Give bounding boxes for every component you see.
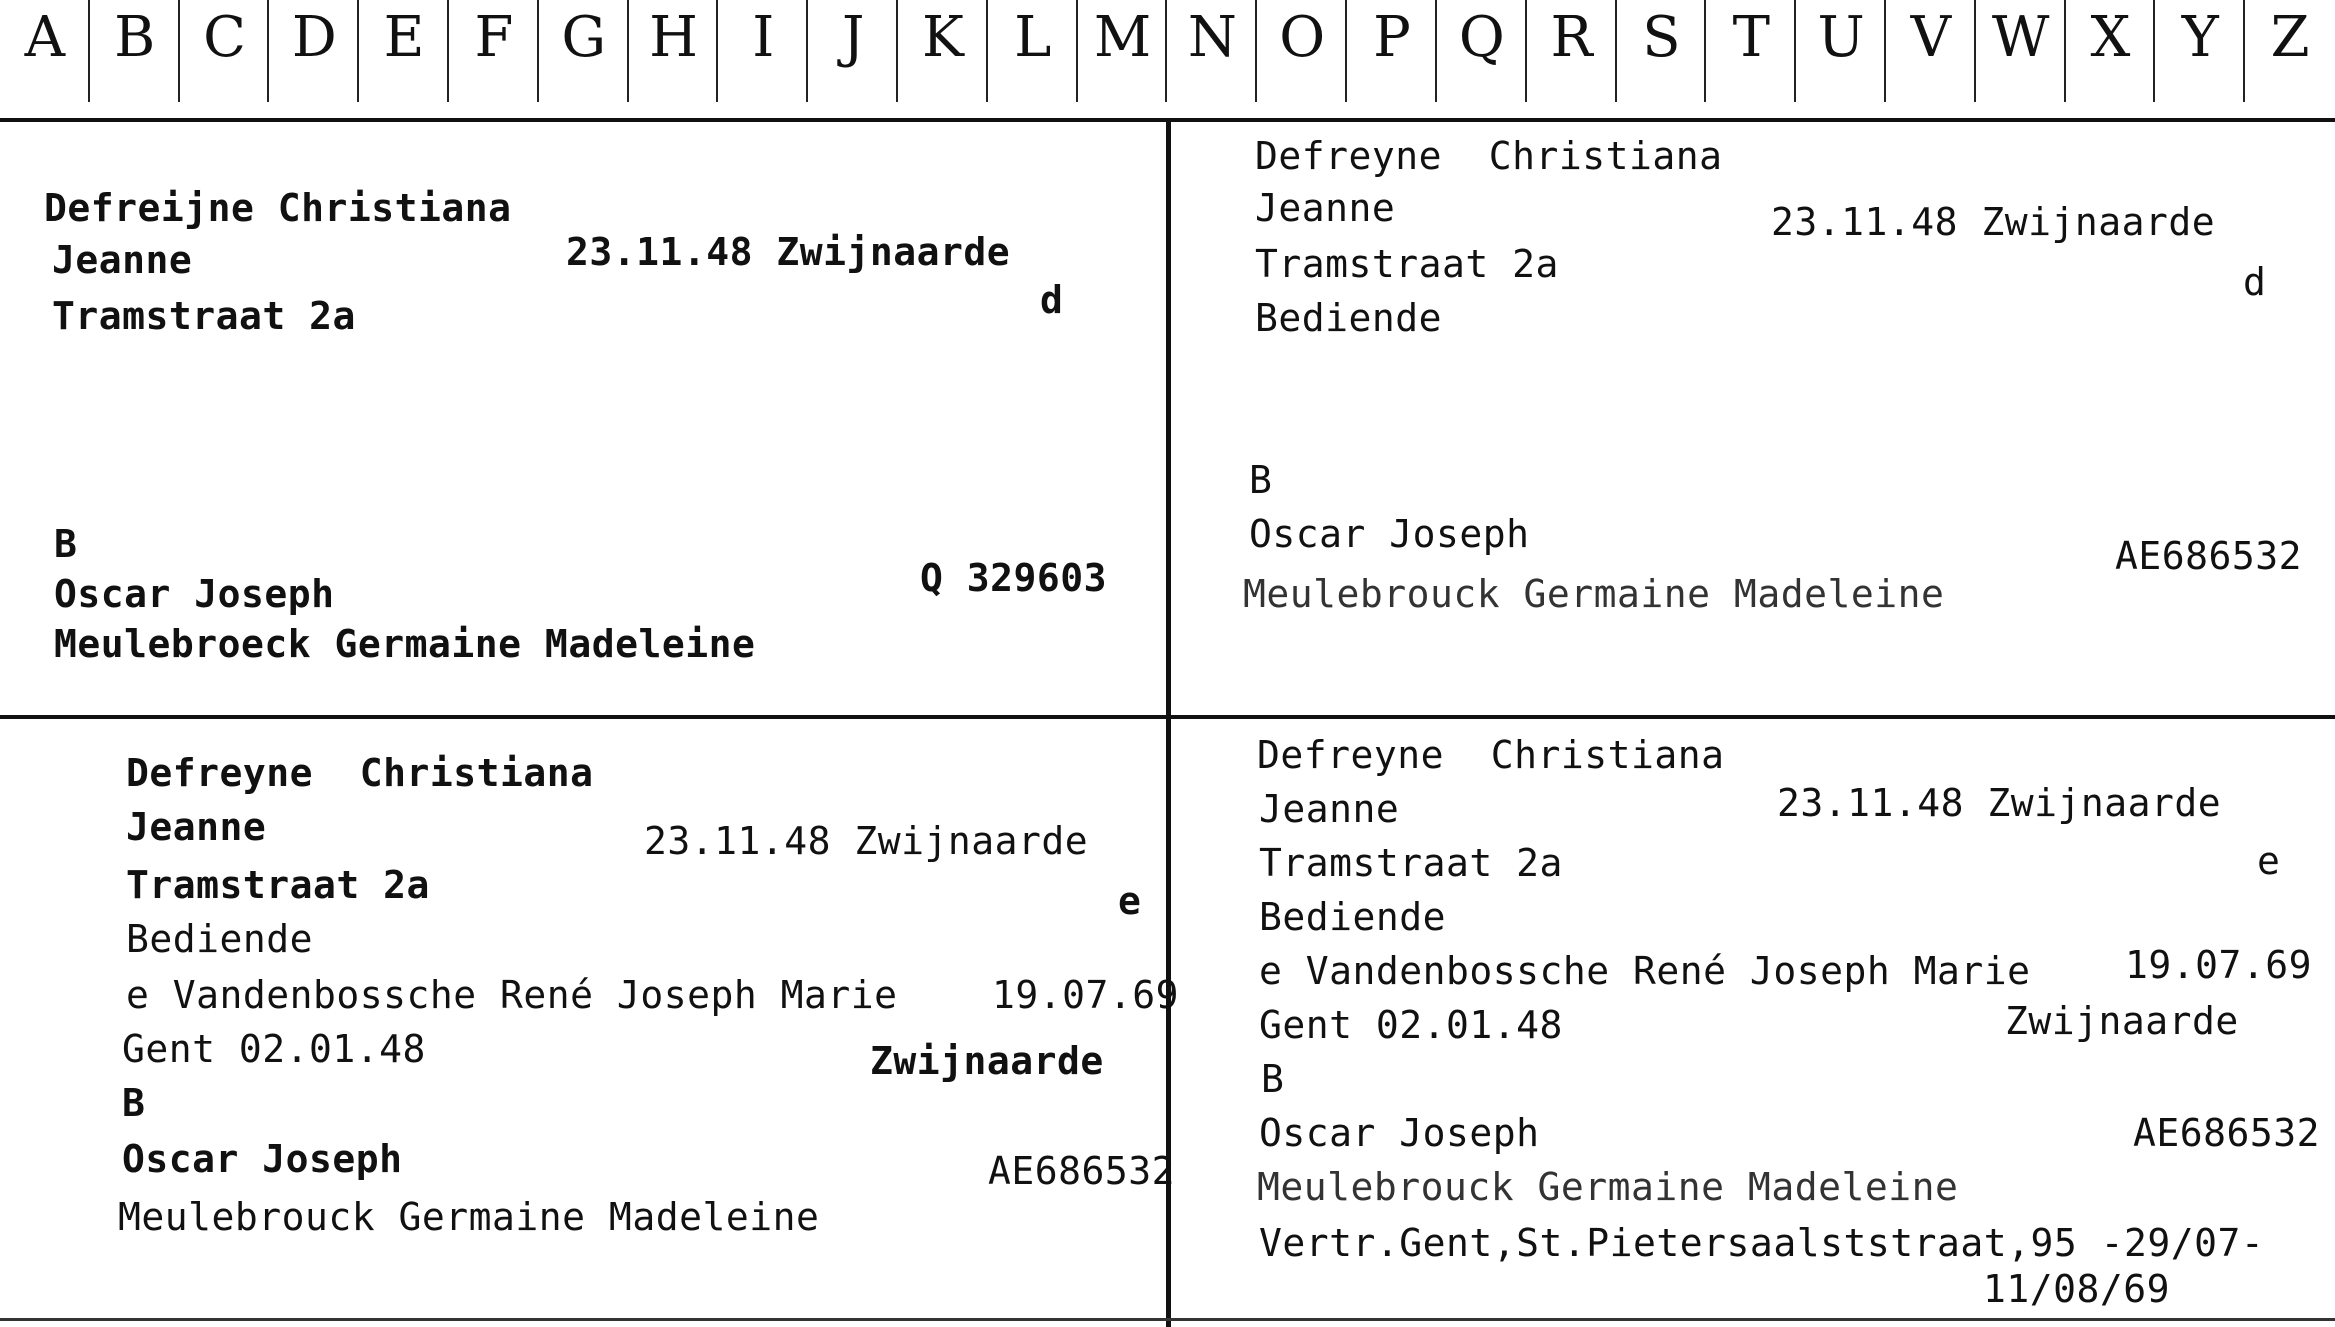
alphabet-letter-q	[1437, 0, 1527, 118]
card-given-names: Jeanne	[1259, 787, 1400, 831]
alphabet-letter-label: A	[24, 5, 66, 70]
card-bottom-left	[0, 719, 1180, 1318]
card-name-line: Defreyne Christiana	[1255, 134, 1723, 178]
card-father-name: Oscar Joseph	[1249, 512, 1530, 556]
card-name-line: Defreijne Christiana	[44, 186, 512, 230]
card-spouse: e Vandenbossche René Joseph Marie	[126, 973, 898, 1017]
alphabet-letter-j	[808, 0, 898, 118]
card-father-name: Oscar Joseph	[54, 572, 335, 616]
alphabet-letter-p	[1347, 0, 1437, 118]
alphabet-letter-label: K	[922, 5, 964, 70]
card-number: AE686532	[2133, 1111, 2321, 1155]
alphabet-letter-label: J	[841, 5, 865, 70]
card-birth: 23.11.48 Zwijnaarde	[1777, 781, 2222, 825]
alphabet-letter-label: T	[1732, 5, 1770, 70]
card-birth: 23.11.48 Zwijnaarde	[566, 230, 1011, 274]
card-code: d	[1040, 278, 1064, 322]
card-mother: Meulebroeck Germaine Madeleine	[54, 622, 756, 666]
alphabet-letter-label: N	[1187, 5, 1237, 70]
alphabet-letter-label: O	[1279, 5, 1326, 70]
card-profession: Bediende	[1259, 895, 1447, 939]
alphabet-letter-k	[898, 0, 988, 118]
card-spouse-date: 19.07.69	[2125, 943, 2313, 987]
alphabet-letter-l	[988, 0, 1078, 118]
card-code: e	[1118, 879, 1142, 923]
alphabet-letter-label: M	[1093, 5, 1152, 70]
alphabet-letter-v	[1886, 0, 1976, 118]
card-profession: Bediende	[1255, 296, 1443, 340]
alphabet-letter-o	[1257, 0, 1347, 118]
alphabet-letter-z	[2245, 0, 2335, 118]
card-birth: 23.11.48 Zwijnaarde	[644, 819, 1089, 863]
card-father-initial: B	[1261, 1057, 1285, 1101]
alphabet-letter-w	[1976, 0, 2066, 118]
card-father-initial: B	[122, 1081, 146, 1125]
alphabet-letter-f	[449, 0, 539, 118]
card-given-names: Jeanne	[1255, 186, 1396, 230]
alphabet-letter-label: E	[383, 5, 425, 70]
card-mother: Meulebrouck Germaine Madeleine	[1257, 1165, 1959, 1209]
card-bottom-right	[1171, 719, 2335, 1318]
alphabet-letter-label: P	[1373, 5, 1411, 70]
card-code: e	[2257, 839, 2281, 883]
alphabet-letter-a	[0, 0, 90, 118]
card-number: Q 329603	[920, 556, 1108, 600]
card-name-line: Defreyne Christiana	[1257, 733, 1725, 777]
alphabet-letter-label: Y	[2181, 5, 2219, 70]
card-profession: Bediende	[126, 917, 314, 961]
alphabet-letter-label: B	[114, 5, 156, 70]
alphabet-letter-label: Q	[1458, 5, 1505, 70]
card-spouse-birth: Gent 02.01.48	[1259, 1003, 1563, 1047]
card-father-initial: B	[54, 522, 78, 566]
alphabet-letter-c	[180, 0, 270, 118]
card-top-right	[1171, 120, 2335, 715]
card-top-left	[0, 120, 1166, 715]
card-departure: Vertr.Gent,St.Pietersaalststraat,95 -29/07-	[1259, 1221, 2265, 1265]
alphabet-letter-label: Z	[2270, 5, 2310, 70]
card-birth: 23.11.48 Zwijnaarde	[1771, 200, 2216, 244]
alphabet-letter-label: X	[2090, 5, 2131, 70]
alphabet-letter-b	[90, 0, 180, 118]
alphabet-letter-e	[359, 0, 449, 118]
card-spouse: e Vandenbossche René Joseph Marie	[1259, 949, 2031, 993]
alphabet-letter-m	[1078, 0, 1168, 118]
card-given-names: Jeanne	[52, 238, 193, 282]
alphabet-index-strip	[0, 0, 2335, 122]
alphabet-letter-h	[629, 0, 719, 118]
card-departure-end: 11/08/69	[1983, 1267, 2171, 1311]
card-father-name: Oscar Joseph	[1259, 1111, 1540, 1155]
alphabet-letter-d	[269, 0, 359, 118]
alphabet-letter-label: H	[649, 5, 698, 70]
card-father-name: Oscar Joseph	[122, 1137, 403, 1181]
card-given-names: Jeanne	[126, 805, 267, 849]
alphabet-letter-label: F	[474, 5, 514, 70]
alphabet-letter-label: G	[561, 5, 607, 70]
alphabet-letter-label: L	[1014, 5, 1052, 70]
card-address: Tramstraat 2a	[126, 863, 430, 907]
alphabet-letter-label: R	[1550, 5, 1593, 70]
alphabet-letter-y	[2155, 0, 2245, 118]
alphabet-letter-s	[1617, 0, 1707, 118]
alphabet-letter-label: U	[1817, 5, 1865, 70]
alphabet-letter-label: S	[1642, 5, 1681, 70]
card-name-line: Defreyne Christiana	[126, 751, 594, 795]
alphabet-letter-t	[1706, 0, 1796, 118]
card-father-initial: B	[1249, 458, 1273, 502]
card-marriage-place: Zwijnaarde	[2005, 999, 2239, 1043]
alphabet-letter-label: C	[203, 5, 246, 70]
alphabet-letter-label: D	[291, 5, 337, 70]
alphabet-letter-r	[1527, 0, 1617, 118]
card-spouse-date: 19.07.69	[992, 973, 1180, 1017]
card-mother: Meulebrouck Germaine Madeleine	[1243, 572, 1945, 616]
alphabet-letter-x	[2066, 0, 2156, 118]
alphabet-letter-label: I	[752, 5, 775, 70]
alphabet-letter-label: W	[1991, 5, 2050, 70]
card-mother: Meulebrouck Germaine Madeleine	[118, 1195, 820, 1239]
card-marriage-place: Zwijnaarde	[870, 1039, 1104, 1083]
alphabet-letter-label: V	[1910, 5, 1952, 70]
alphabet-letter-n	[1168, 0, 1258, 118]
card-address: Tramstraat 2a	[1259, 841, 1563, 885]
card-address: Tramstraat 2a	[52, 294, 356, 338]
card-spouse-birth: Gent 02.01.48	[122, 1027, 426, 1071]
card-number: AE686532	[988, 1149, 1176, 1193]
alphabet-letter-g	[539, 0, 629, 118]
alphabet-letter-i	[718, 0, 808, 118]
card-code: d	[2243, 260, 2267, 304]
card-address: Tramstraat 2a	[1255, 242, 1559, 286]
card-number: AE686532	[2115, 534, 2303, 578]
bottom-divider	[0, 1318, 2335, 1321]
alphabet-letter-u	[1796, 0, 1886, 118]
